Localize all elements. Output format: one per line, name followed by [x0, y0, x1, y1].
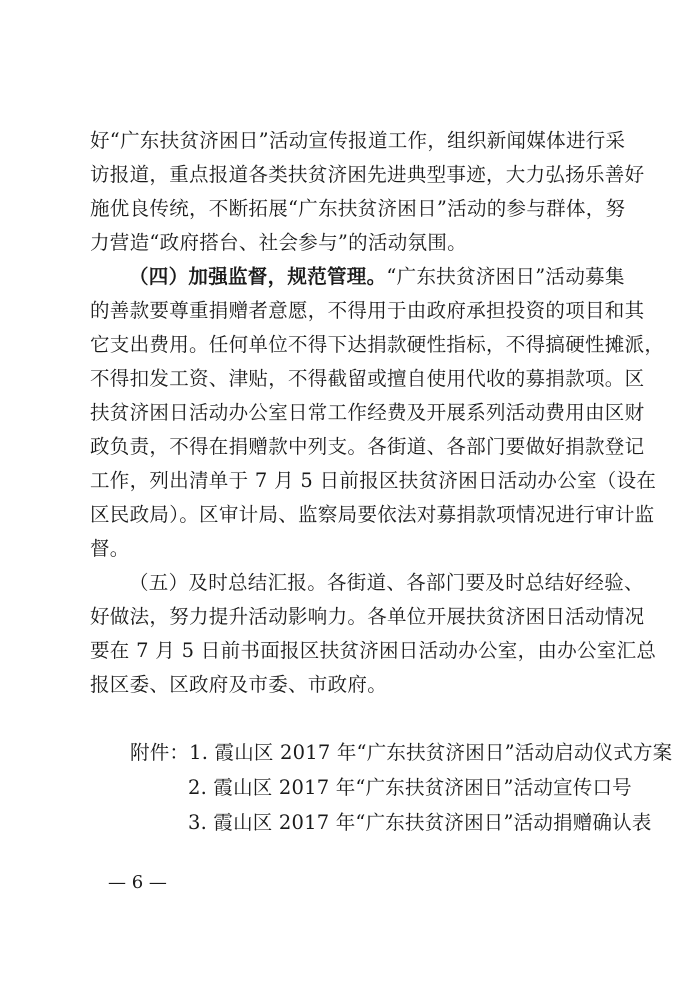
text-line: 好“广东扶贫济困日”活动宣传报道工作，组织新闻媒体进行采: [90, 129, 626, 152]
text-line: 要在 7 月 5 日前书面报区扶贫济困日活动办公室，由办公室汇总: [90, 639, 657, 662]
text-line: 力营造“政府搭台、社会参与”的活动氛围。: [90, 231, 467, 254]
attachment-item-3: 3. 霞山区 2017 年“广东扶贫济困日”活动捐赠确认表: [188, 811, 652, 834]
text-line: 它支出费用。任何单位不得下达捐款硬性指标，不得搞硬性摊派，: [90, 333, 665, 356]
section-four-first-line-text: “广东扶贫济困日”活动募集: [386, 265, 625, 288]
text-line: 区民政局）。区审计局、监察局要依法对募捐款项情况进行审计监: [90, 503, 655, 526]
text-line: 政负责，不得在捐赠款中列支。各街道、各部门要做好捐款登记: [90, 435, 645, 458]
paragraph-intro: [90, 124, 645, 260]
text-line: 好做法，努力提升活动影响力。各单位开展扶贫济困日活动情况: [90, 605, 645, 628]
attachments-list: [130, 735, 673, 840]
text-line: 访报道，重点报道各类扶贫济困先进典型事迹，大力弘扬乐善好: [90, 163, 645, 186]
text-line: 不得扣发工资、津贴，不得截留或擅自使用代收的募捐款项。区: [90, 367, 645, 390]
text-line: 施优良传统，不断拓展“广东扶贫济困日”活动的参与群体，努: [90, 197, 626, 220]
section-five-first-line: （五）及时总结汇报。各街道、各部门要及时总结好经验、: [129, 571, 644, 594]
text-line: 报区委、区政府及市委、市政府。: [90, 673, 388, 696]
page-number: — 6 —: [108, 872, 167, 893]
text-line: 工作，列出清单于 7 月 5 日前报区扶贫济困日活动办公室（设在: [90, 469, 657, 492]
text-line: 扶贫济困日活动办公室日常工作经费及开展系列活动费用由区财: [90, 401, 645, 424]
attachments-label: 附件：: [130, 741, 190, 764]
section-four: [90, 260, 665, 566]
attachment-item-2: 2. 霞山区 2017 年“广东扶贫济困日”活动宣传口号: [188, 776, 632, 799]
text-line: 督。: [90, 537, 130, 560]
section-four-first-line: [90, 260, 625, 294]
attachment-title: 1. 霞山区 2017 年“广东扶贫济困日”活动启动仪式方案: [189, 741, 673, 764]
text-line: 的善款要尊重捐赠者意愿，不得用于由政府承担投资的项目和其: [90, 299, 645, 322]
attachment-item-1: [130, 735, 673, 770]
section-five: [90, 566, 657, 702]
document-body: [90, 124, 665, 702]
section-four-heading: （四）加强监督，规范管理。: [129, 265, 387, 288]
